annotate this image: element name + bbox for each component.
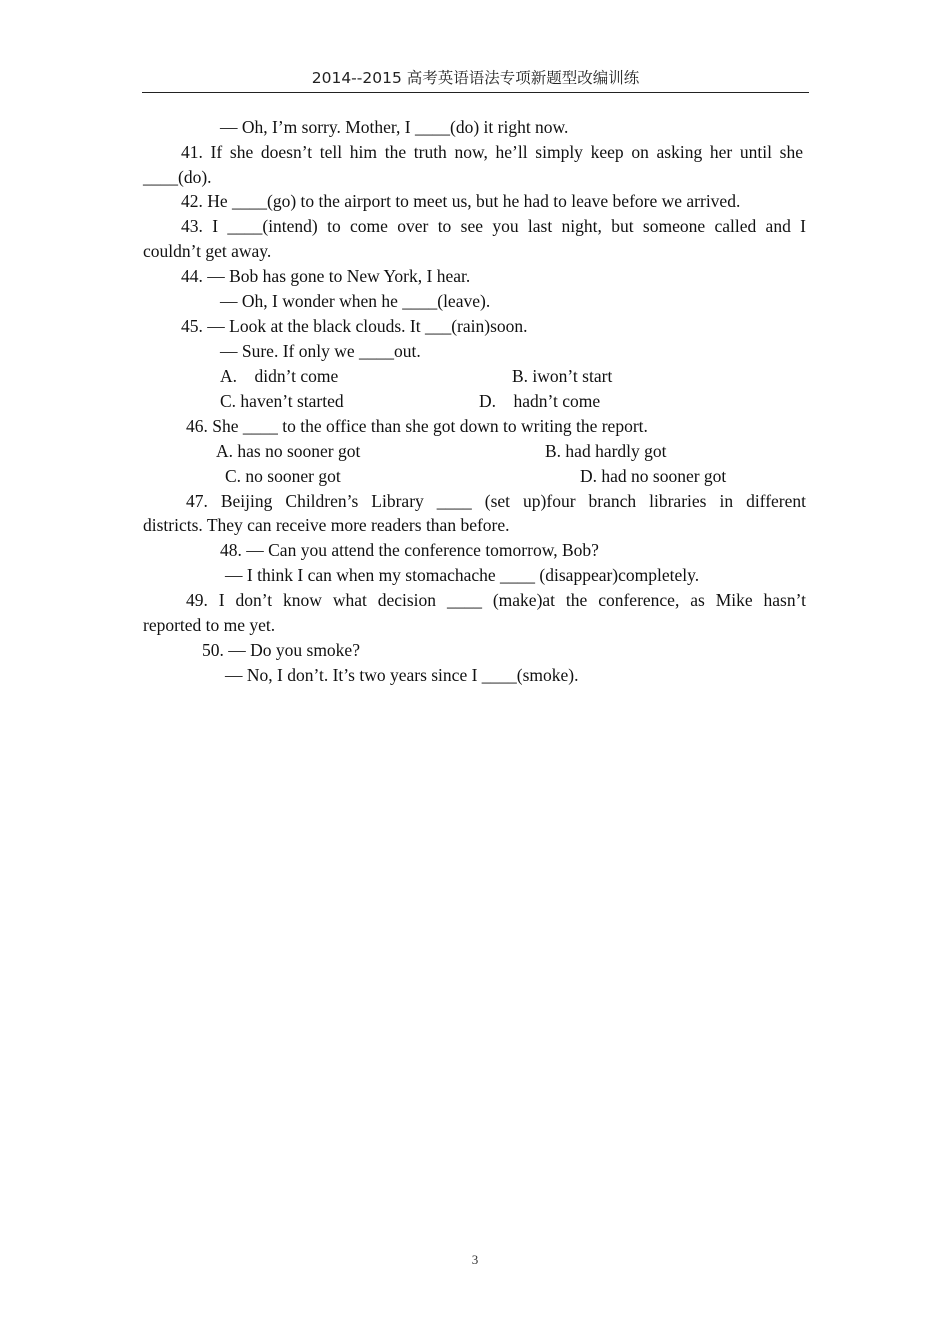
question-44-reply: — Oh, I wonder when he ____(leave). <box>220 291 491 311</box>
option-46-b: B. had hardly got <box>545 441 667 461</box>
question-47: 47. Beijing Children’s Library ____ (set up)four branch libraries in different <box>186 491 806 511</box>
question-43: 43. I ____(intend) to come over to see you last night, but someone called and I <box>181 216 806 236</box>
question-44: 44. — Bob has gone to New York, I hear. <box>181 266 471 286</box>
question-48-reply: — I think I can when my stomachache ____ (disappear)completely. <box>225 565 700 585</box>
question-43-cont: couldn’t get away. <box>143 241 272 261</box>
answer-line-40: — Oh, I’m sorry. Mother, I ____(do) it right now. <box>220 117 569 137</box>
option-46-c: C. no sooner got <box>225 466 341 486</box>
option-45-b: B. iwon’t start <box>512 366 613 386</box>
question-46: 46. She ____ to the office than she got down to writing the report. <box>186 416 648 436</box>
question-49: 49. I don’t know what decision ____ (make)at the conference, as Mike hasn’t <box>186 590 806 610</box>
question-50-reply: — No, I don’t. It’s two years since I ____(smoke). <box>225 665 579 685</box>
option-45-a: A. didn’t come <box>220 366 339 386</box>
question-48: 48. — Can you attend the conference tomorrow, Bob? <box>220 540 599 560</box>
option-45-c: C. haven’t started <box>220 391 344 411</box>
question-50: 50. — Do you smoke? <box>202 640 360 660</box>
option-46-a: A. has no sooner got <box>216 441 361 461</box>
question-47-cont: districts. They can receive more readers than before. <box>143 515 510 535</box>
question-42: 42. He ____(go) to the airport to meet us, but he had to leave before we arrived. <box>181 191 741 211</box>
option-45-d: D. hadn’t come <box>479 391 601 411</box>
question-45-reply: — Sure. If only we ____out. <box>220 341 421 361</box>
page-number: 3 <box>471 1252 479 1267</box>
option-46-d: D. had no sooner got <box>580 466 727 486</box>
page-header <box>142 66 809 93</box>
header-title: 2014--2015 高考英语语法专项新题型改编训练 <box>311 69 640 87</box>
question-41: 41. If she doesn’t tell him the truth now, he’ll simply keep on asking her until she <box>181 142 803 162</box>
question-49-cont: reported to me yet. <box>143 615 276 635</box>
question-41-cont: ____(do). <box>143 167 212 187</box>
question-45: 45. — Look at the black clouds. It ___(rain)soon. <box>181 316 528 336</box>
